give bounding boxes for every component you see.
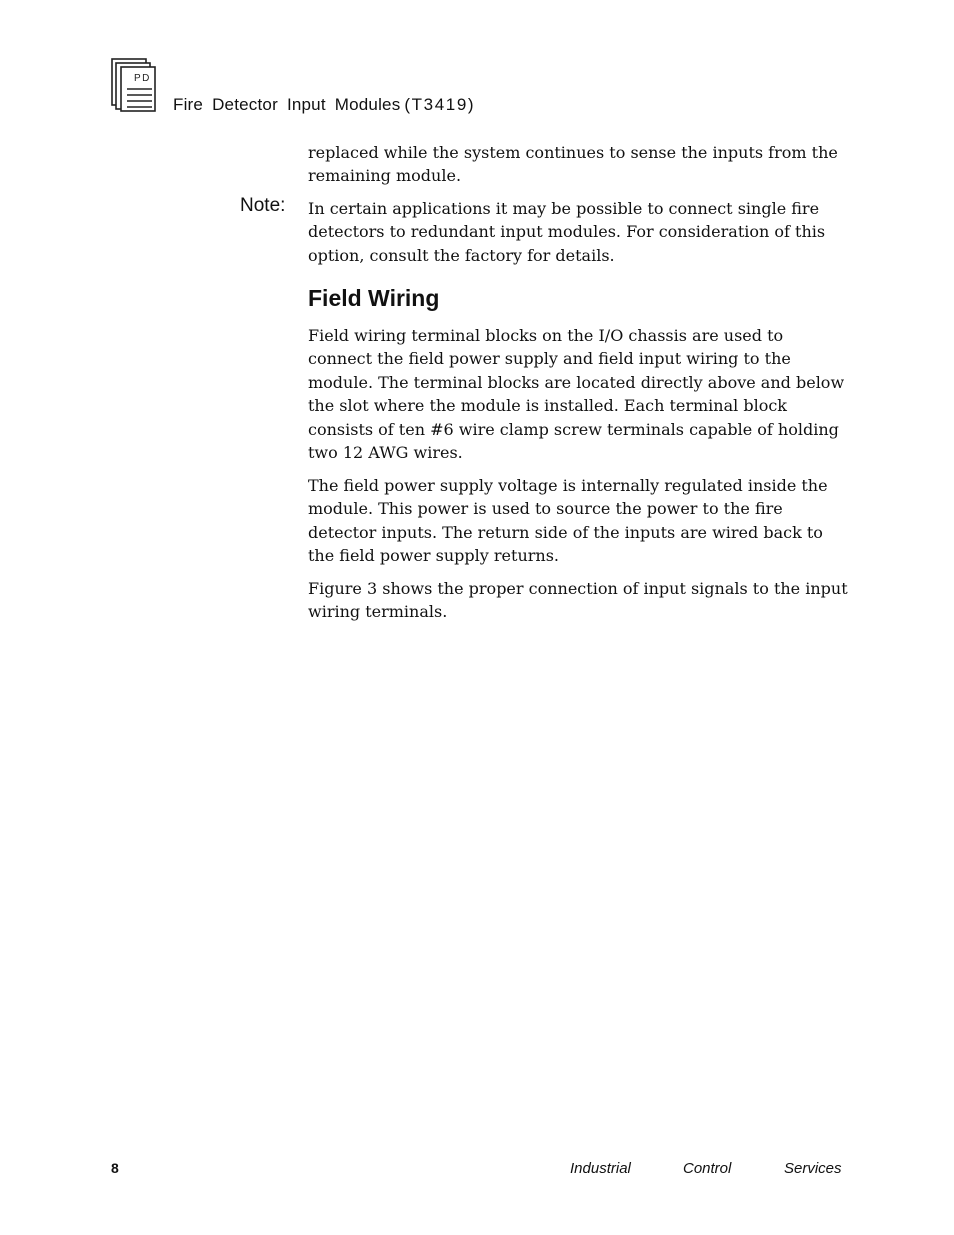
header-word: Fire <box>173 95 204 114</box>
header-word: Modules <box>334 95 401 114</box>
document-stack-icon <box>110 57 158 113</box>
note-label: Note: <box>240 195 286 216</box>
page-number: 8 <box>111 1160 119 1176</box>
note-block <box>308 197 848 267</box>
body-paragraph: Figure 3 shows the proper connection of input signals to the input wiring terminals. <box>308 579 848 622</box>
footer-company-word: Control <box>683 1160 732 1177</box>
footer-company-word: Services <box>784 1160 842 1177</box>
logo-text: PD <box>134 73 151 84</box>
body-paragraph: Field wiring terminal blocks on the I/O chassis are used to connect the field power supply and field input wiring to the module. The terminal blocks are located directly above and below the slot where the module is installed. Each terminal block consists of ten #6 wire clamp screw terminals capable of holding two 12 AWG wires. <box>308 326 845 463</box>
section-paragraph-block <box>308 577 848 624</box>
header-word: Detector <box>212 95 278 114</box>
section-paragraph-block <box>308 474 848 568</box>
note-text: In certain applications it may be possible to connect single fire detectors to redundant input modules. For consideration of this option, consult the factory for details. <box>308 199 826 265</box>
page-header-title <box>173 95 484 115</box>
intro-paragraph-block <box>308 141 848 188</box>
header-word: Input <box>286 95 326 114</box>
section-paragraph-block <box>308 324 848 464</box>
footer-company-word: Industrial <box>570 1160 631 1177</box>
intro-paragraph: replaced while the system continues to sense the inputs from the remaining module. <box>308 143 838 186</box>
header-word: (T3419) <box>404 95 476 114</box>
section-heading: Field Wiring <box>308 285 440 311</box>
body-paragraph: The field power supply voltage is internally regulated inside the module. This power is used to source the power to the fire detector inputs. The return side of the inputs are wired back to the field power supply returns. <box>308 476 828 566</box>
